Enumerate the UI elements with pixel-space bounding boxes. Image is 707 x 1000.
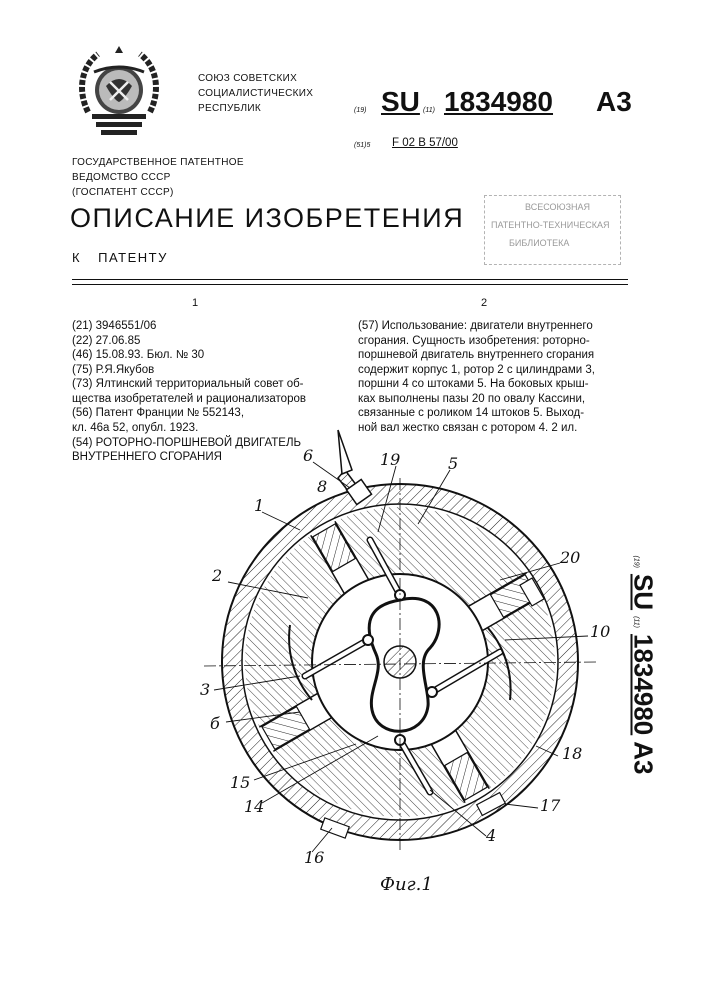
label-18: 18 (562, 744, 583, 763)
bib-56: (56) Патент Франции № 552143, (72, 407, 245, 419)
office-line-3: (ГОСПАТЕНТ СССР) (72, 187, 174, 198)
stamp-line-1: ВСЕСОЮЗНАЯ (525, 202, 591, 212)
abstract-line-6: ках выполнены пазы 20 по овалу Кассини, (358, 393, 586, 405)
label-16: 16 (304, 848, 325, 867)
bib-73-cont: щества изобретателей и рационализаторов (72, 393, 306, 405)
bib-46: (46) 15.08.93. Бюл. № 30 (72, 349, 205, 361)
country-code: SU (381, 86, 420, 117)
side-code-11: (11) (632, 616, 640, 629)
label-2: 2 (212, 566, 223, 585)
label-8: 8 (317, 477, 328, 496)
label-19: 19 (380, 450, 401, 469)
office-line-2: ВЕДОМСТВО СССР (72, 172, 171, 183)
side-kind: A3 (628, 741, 659, 775)
side-code-19: (19) (632, 555, 640, 568)
abstract-line-5: поршни 4 со штоками 5. На боковых крыш- (358, 378, 589, 390)
abstract-line-3: поршневой двигатель внутреннего сгорания (358, 349, 595, 361)
column-number-right: 2 (481, 297, 488, 309)
bib-54-cont: ВНУТРЕННЕГО СГОРАНИЯ (72, 451, 222, 463)
side-patent-stamp (628, 530, 658, 800)
label-20: 20 (560, 548, 581, 567)
abstract-line-7: связанные с роликом 14 штоков 5. Выход- (358, 407, 585, 419)
doc-title: ОПИСАНИЕ ИЗОБРЕТЕНИЯ (70, 203, 465, 233)
label-b: б (210, 714, 220, 733)
label-6: 6 (303, 446, 314, 465)
stamp-line-3: БИБЛИОТЕКА (509, 238, 570, 248)
figure-caption: Фиг.1 (380, 874, 433, 895)
ipc-class: F 02 B 57/00 (392, 137, 458, 149)
label-5: 5 (448, 454, 459, 473)
bib-56-cont: кл. 46а 52, опубл. 1923. (72, 422, 199, 434)
bib-73: (73) Ялтинский территориальный совет об- (72, 378, 304, 390)
bib-75: (75) Р.Я.Якубов (72, 364, 155, 376)
side-country: SU (628, 573, 659, 611)
stamp-line-2: ПАТЕНТНО-ТЕХНИЧЕСКАЯ (491, 220, 610, 230)
label-17: 17 (540, 796, 561, 815)
abstract-line-8: ной вал жестко связан с ротором 4. 2 ил. (358, 422, 578, 434)
label-15: 15 (230, 773, 251, 792)
abstract-line-2: сгорания. Сущность изобретения: роторно- (358, 335, 590, 347)
bib-21: (21) 3946551/06 (72, 320, 157, 332)
bib-22: (22) 27.06.85 (72, 335, 141, 347)
label-3: 3 (200, 680, 211, 699)
code-19: (19) (354, 107, 367, 114)
code-51: (51)5 (354, 142, 371, 149)
org-line-3: РЕСПУБЛИК (198, 103, 261, 114)
label-1: 1 (254, 496, 265, 515)
bib-54: (54) РОТОРНО-ПОРШНЕВОЙ ДВИГАТЕЛЬ (72, 437, 302, 449)
column-number-left: 1 (192, 297, 199, 309)
kind-code: A3 (596, 86, 632, 117)
code-11: (11) (423, 107, 435, 114)
side-number: 1834980 (628, 634, 659, 736)
patent-number: 1834980 (444, 86, 554, 117)
org-line-1: СОЮЗ СОВЕТСКИХ (198, 73, 298, 84)
org-line-2: СОЦИАЛИСТИЧЕСКИХ (198, 88, 314, 99)
label-4: 4 (486, 826, 497, 845)
office-line-1: ГОСУДАРСТВЕННОЕ ПАТЕНТНОЕ (72, 157, 244, 168)
abstract-line-1: (57) Использование: двигатели внутреннего (358, 320, 593, 332)
label-14: 14 (244, 797, 265, 816)
label-10: 10 (590, 622, 611, 641)
abstract-line-4: содержит корпус 1, ротор 2 с цилиндрами 3, (358, 364, 595, 376)
doc-subtitle: К ПАТЕНТУ (72, 250, 168, 265)
